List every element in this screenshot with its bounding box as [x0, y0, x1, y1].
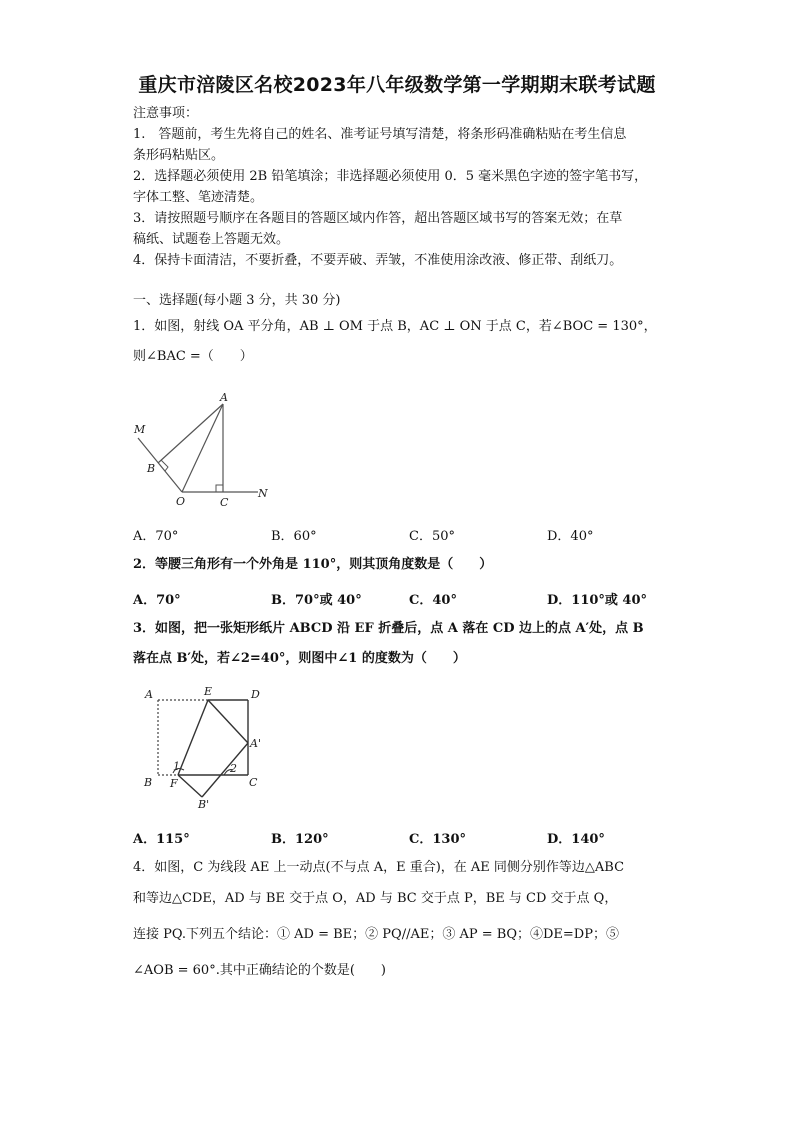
notice-line-4: 字体工整、笔迹清楚。 [133, 190, 264, 205]
q3-label-angle-1: 1 [173, 760, 180, 773]
q4-text-line-3: 连接 PQ.下列五个结论：① AD = BE；② PQ//AE；③ AP = BQ；④DE=DP；⑤ [133, 927, 619, 942]
q3-label-angle-2: 2 [230, 762, 237, 775]
q3-text-line-1: 3．如图，把一张矩形纸片 ABCD 沿 EF 折叠后，点 A 落在 CD 边上的点 A′处，点 B [133, 621, 644, 636]
q1-label-a: A [220, 391, 228, 404]
q1-label-c: C [220, 496, 229, 509]
q1-option-d: D．40° [547, 529, 594, 544]
q1-label-b: B [147, 462, 156, 475]
q4-text-line-4: ∠AOB = 60°.其中正确结论的个数是( ) [133, 963, 386, 978]
q1-option-a: A．70° [133, 529, 179, 544]
q4-text-line-2: 和等边△CDE，AD 与 BE 交于点 O，AD 与 BC 交于点 P，BE 与 CD 交于点 Q， [133, 891, 618, 906]
q2-text: 2．等腰三角形有一个外角是 110°，则其顶角度数是（ ） [133, 557, 493, 572]
q3-option-d: D．140° [547, 832, 605, 847]
q1-option-b: B．60° [271, 529, 317, 544]
q3-label-c: C [249, 776, 258, 789]
q2-option-c: C．40° [409, 593, 457, 608]
q3-option-a: A．115° [133, 832, 190, 847]
q3-option-c: C．130° [409, 832, 466, 847]
q3-label-e: E [204, 685, 213, 698]
q1-label-m: M [134, 423, 146, 436]
q3-figure [140, 684, 270, 809]
q3-option-b: B．120° [271, 832, 329, 847]
q3-label-b-prime: B' [198, 798, 210, 809]
q2-option-a: A．70° [133, 593, 181, 608]
q1-label-n: N [258, 487, 268, 500]
notice-line-2: 条形码粘贴区。 [133, 148, 225, 163]
q2-option-d: D．110°或 40° [547, 593, 648, 608]
q1-text-line-2: 则∠BAC =（ ） [133, 349, 253, 364]
notice-heading: 注意事项： [133, 106, 199, 121]
notice-line-3: 2．选择题必须使用 2B 铅笔填涂；非选择题必须使用 0．5 毫米黑色字迹的签字笔书写， [133, 169, 648, 184]
q3-text-line-2: 落在点 B′处，若∠2=40°，则图中∠1 的度数为（ ） [133, 651, 466, 666]
q3-label-b: B [144, 776, 153, 789]
q3-label-a: A [145, 688, 153, 701]
q3-label-f: F [170, 777, 178, 790]
notice-line-6: 稿纸、试题卷上答题无效。 [133, 232, 290, 247]
q1-text-line-1: 1．如图，射线 OA 平分角，AB ⊥ OM 于点 B，AC ⊥ ON 于点 C，若∠BOC = 130°， [133, 319, 657, 334]
q4-text-line-1: 4．如图，C 为线段 AE 上一动点(不与点 A，E 重合)，在 AE 同侧分别作等边△ABC [133, 860, 625, 875]
q1-figure [128, 388, 278, 513]
notice-line-1: 1. 答题前，考生先将自己的姓名、准考证号填写清楚，将条形码准确粘贴在考生信息 [133, 127, 627, 142]
notice-line-5: 3．请按照题号顺序在各题目的答题区域内作答，超出答题区域书写的答案无效；在草 [133, 211, 623, 226]
section-heading: 一、选择题(每小题 3 分，共 30 分) [133, 293, 341, 308]
page-title: 重庆市涪陵区名校2023年八年级数学第一学期期末联考试题 [138, 74, 656, 96]
q3-label-d: D [251, 688, 260, 701]
q2-option-b: B．70°或 40° [271, 593, 362, 608]
q3-label-a-prime: A' [250, 737, 261, 750]
q1-label-o: O [176, 495, 186, 508]
notice-line-7: 4．保持卡面清洁，不要折叠，不要弄破、弄皱，不准使用涂改液、修正带、刮纸刀。 [133, 253, 623, 268]
q1-option-c: C．50° [409, 529, 455, 544]
